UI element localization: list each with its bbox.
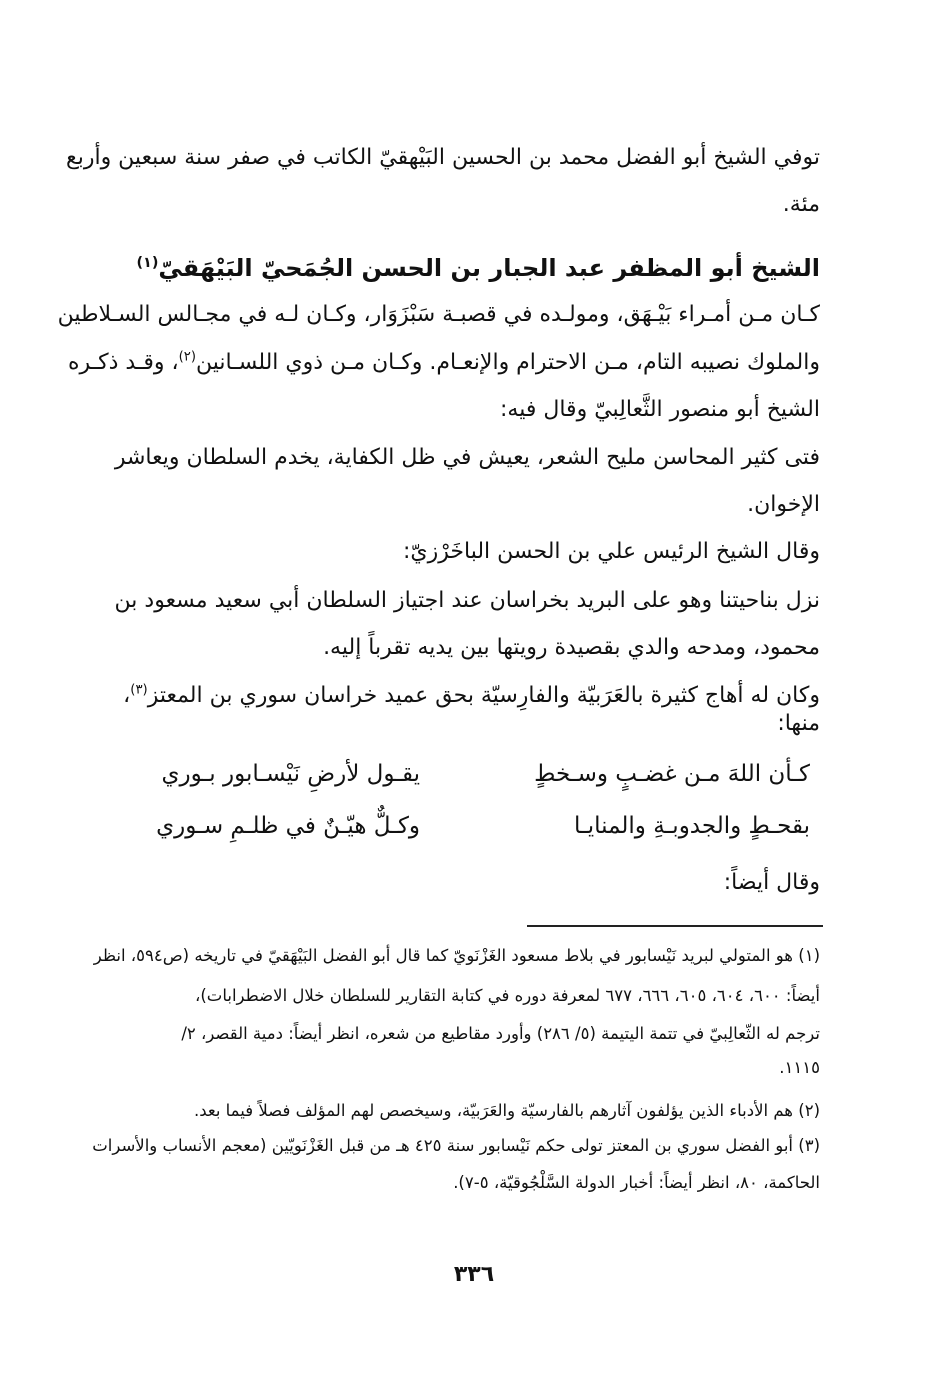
paragraph-3: وقال الشيخ الرئيس علي بن الحسن الباخَرْزيّ: xyxy=(403,539,820,564)
poem-verse-1-first-hemistich: كـأن اللهَ مـن غضـبٍ وسـخطٍ xyxy=(534,761,810,787)
quote-2-line-2: محمود، ومدحه والدي بقصيدة رويتها بين يديه تقرباً إليه. xyxy=(323,635,820,660)
paragraph-4-line-1 xyxy=(100,682,820,708)
section-heading xyxy=(100,256,820,280)
paragraph-2-line-2-end: ، وقـد ذكـره xyxy=(68,350,179,375)
footnote-ref-2: (٢) xyxy=(178,349,197,365)
paragraph-4-line-2: منها: xyxy=(777,711,820,736)
footnote-2: (٢) هم الأدباء الذين يؤلفون آثارهم بالفارسيّة والعَرَبيّة، وسيخصص لهم المؤلف فصلاً فيما بعد. xyxy=(193,1101,820,1120)
page-number: ٣٣٦ xyxy=(453,1262,495,1287)
footnote-1-line-2: أيضاً: ٦٠٠، ٦٠٤، ٦٠٥، ٦٦٦، ٦٧٧ لمعرفة دوره في كتابة التقارير للسلطان خلال الاضطرابات)، xyxy=(195,986,820,1005)
paragraph-4-line-1-text: وكان له أهاج كثيرة بالعَرَبيّة والفارِسيّة بحق عميد خراسان سوري بن المعتز xyxy=(147,683,820,708)
paragraph-4-line-1-end: ، xyxy=(123,683,131,708)
quote-1-line-1: فتى كثير المحاسن مليح الشعر، يعيش في ظل الكفاية، يخدم السلطان ويعاشر xyxy=(114,445,820,470)
poem-verse-2-first-hemistich: بقحـطٍ والجدوبـةِ والمنايـا xyxy=(574,813,810,839)
quote-1-line-2: الإخوان. xyxy=(747,492,820,517)
heading-text: الشيخ أبو المظفر عبد الجبار بن الحسن الجُمَحيّ البَيْهَقيّ xyxy=(158,254,820,282)
footnote-3-line-1: (٣) أبو الفضل سوري بن المعتز تولى حكم نَيْسابور سنة ٤٢٥ هـ من قبل الغَزْنَويّين (معجم الأنساب والأسرات xyxy=(92,1136,820,1155)
paragraph-2-line-2-text: والملوك نصيبه التام، مـن الاحترام والإنعـام. وكـان مـن ذوي اللسـانين xyxy=(196,350,820,375)
paragraph-1-line-1: توفي الشيخ أبو الفضل محمد بن الحسين البَيْهقيّ الكاتب في صفر سنة سبعين وأربع xyxy=(66,145,820,170)
footnote-ref-1: (١) xyxy=(136,255,159,271)
footnote-1-line-1: (١) هو المتولي لبريد نَيْسابور في بلاط مسعود الغَزْنَويّ كما قال أبو الفضل البَيْهَقيّ في تاريخه (ص٥٩٤، انظر xyxy=(93,946,820,965)
footnote-ref-3: (٣) xyxy=(130,682,148,698)
closing-line: وقال أيضاً: xyxy=(723,870,820,895)
paragraph-2-line-3: الشيخ أبو منصور الثَّعالِبيّ وقال فيه: xyxy=(500,397,820,422)
poem-verse-2-second-hemistich: وكـلٌّ هيّـنٌ في ظلـمِ سـوري xyxy=(156,813,420,839)
paragraph-2-line-1: كـان مـن أمـراء بَيْـهَق، ومولـده في قصبـة سَبْزَوَار، وكـان لـه في مجـالس السـلاطين xyxy=(57,302,820,327)
footnote-separator xyxy=(527,925,823,927)
footnote-1-line-4: ١١١٥. xyxy=(779,1058,820,1077)
footnote-3-line-2: الحاكمة، ٨٠، انظر أيضاً: أخبار الدولة السَّلْجُوقيّة، ٥-٧). xyxy=(453,1173,820,1192)
footnote-1-line-3: ترجم له الثّعالِبيّ في تتمة اليتيمة (٥/ ٢٨٦) وأورد مقاطيع من شعره، انظر أيضاً: دمية القصر، ٢/ xyxy=(181,1024,820,1043)
quote-2-line-1: نزل بناحيتنا وهو على البريد بخراسان عند اجتياز السلطان أبي سعيد مسعود بن xyxy=(114,588,820,613)
paragraph-2-line-2 xyxy=(68,349,820,375)
paragraph-1-line-2: مئة. xyxy=(782,192,820,217)
poem-verse-1-second-hemistich: يقـول لأرضِ نَيْسـابور بـوري xyxy=(161,761,420,787)
